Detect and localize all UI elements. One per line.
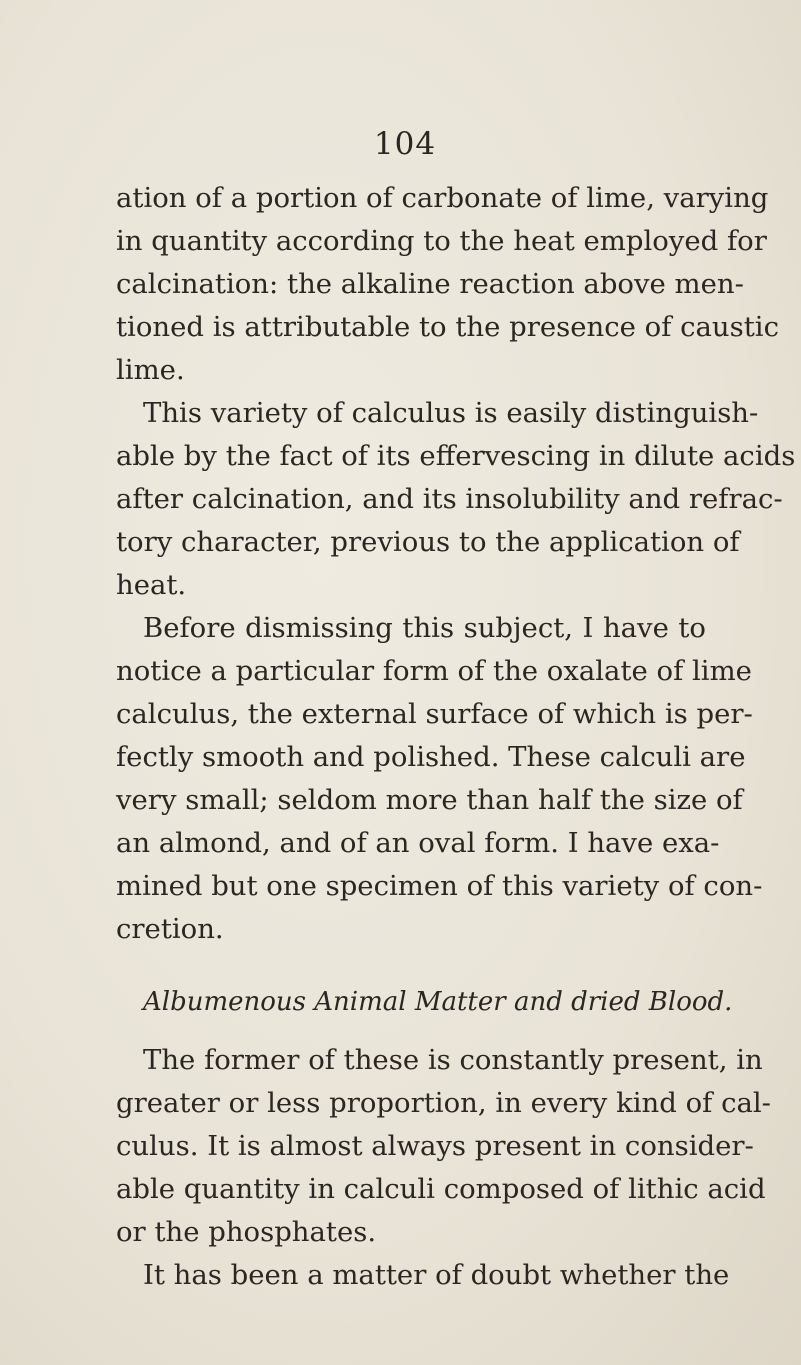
text-line: greater or less proportion, in every kind of cal-: [116, 1087, 771, 1119]
text-line: ation of a portion of carbonate of lime, varying: [116, 182, 769, 214]
text-line: calcination: the alkaline reaction above men-: [116, 268, 744, 300]
section-heading: Albumenous Animal Matter and dried Blood.: [143, 987, 733, 1017]
text-line: tioned is attributable to the presence of caustic: [116, 311, 780, 343]
text-line: very small; seldom more than half the size of: [116, 784, 743, 816]
text-line: calculus, the external surface of which is per-: [116, 698, 753, 730]
text-line: cretion.: [116, 913, 224, 945]
text-line: The former of these is constantly present, in: [143, 1044, 763, 1076]
text-line: culus. It is almost always present in consider-: [116, 1130, 754, 1162]
page-number: 104: [373, 126, 437, 162]
text-line: able quantity in calculi composed of lithic acid: [116, 1173, 766, 1205]
text-line: an almond, and of an oval form. I have exa-: [116, 827, 720, 859]
text-line: after calcination, and its insolubility and refrac-: [116, 483, 783, 515]
text-line: notice a particular form of the oxalate of lime: [116, 655, 752, 687]
text-line: It has been a matter of doubt whether the: [143, 1259, 730, 1291]
text-line: tory character, previous to the application of: [116, 526, 740, 558]
text-line: This variety of calculus is easily distinguish-: [143, 397, 759, 429]
text-line: or the phosphates.: [116, 1216, 377, 1248]
text-line: Before dismissing this subject, I have to: [143, 612, 706, 644]
text-line: mined but one specimen of this variety of con-: [116, 870, 763, 902]
text-line: lime.: [116, 354, 185, 386]
text-line: fectly smooth and polished. These calculi are: [116, 741, 746, 773]
text-line: able by the fact of its effervescing in dilute acids: [116, 440, 796, 472]
text-line: in quantity according to the heat employed for: [116, 225, 767, 257]
text-line: heat.: [116, 569, 187, 601]
